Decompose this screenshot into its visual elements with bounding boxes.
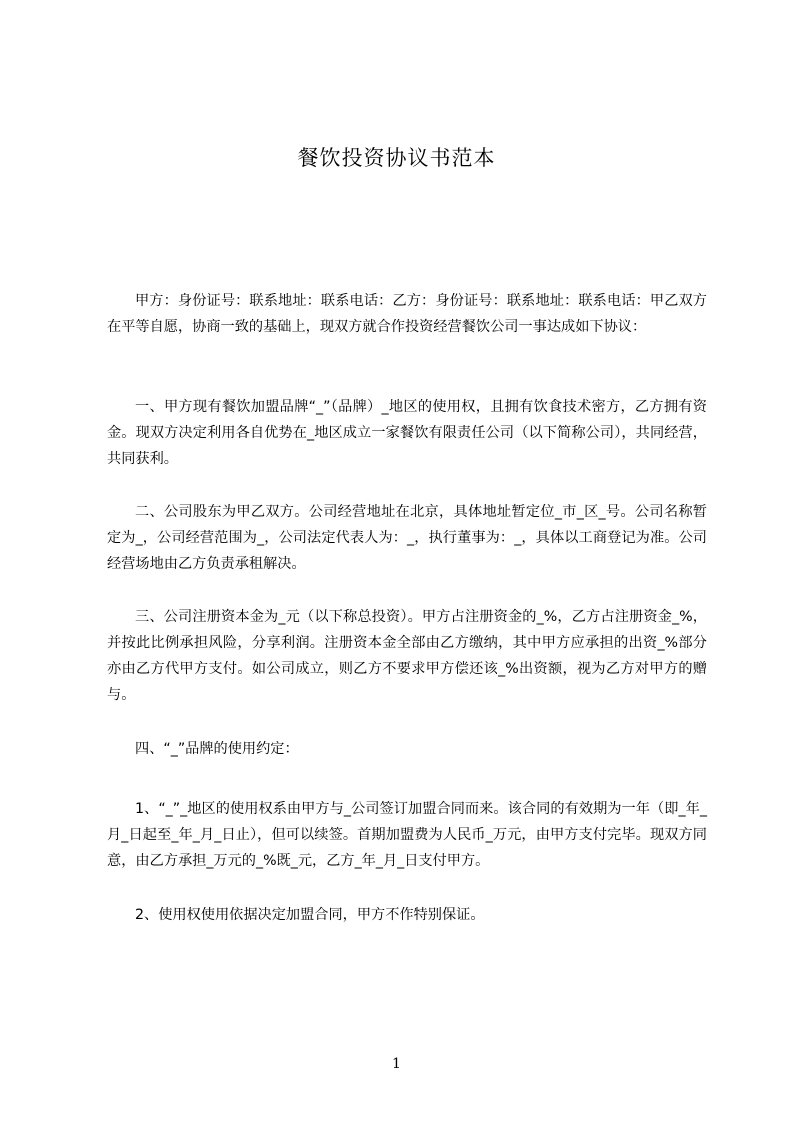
paragraph-clause-1: 一、甲方现有餐饮加盟品牌“_”（品牌）_地区的使用权，且拥有饮食技术密方，乙方拥有资金。现双方决定利用各自优势在_地区成立一家餐饮有限责任公司（以下简称公司），共同经营，共同获利。 [107, 399, 707, 467]
document-title: 餐饮投资协议书范本 [297, 146, 496, 170]
paragraph-clause-2: 二、公司股东为甲乙双方。公司经营地址在北京，具体地址暂定位_市_区_号。公司名称暂定为_，公司经营范围为_，公司法定代表人为：_，执行董事为：_，具体以工商登记为准。公司经营场地由乙方负责承租解决。 [107, 504, 707, 572]
paragraph-clause-4-heading: 四、“_”品牌的使用约定： [135, 741, 299, 757]
paragraph-parties: 甲方：身份证号：联系地址：联系电话：乙方：身份证号：联系地址：联系电话：甲乙双方在平等自愿，协商一致的基础上，现双方就合作投资经营餐饮公司一事达成如下协议： [107, 293, 707, 335]
paragraph-clause-3: 三、公司注册资本金为_元（以下称总投资）。甲方占注册资金的_%，乙方占注册资金_%，并按此比例承担风险，分享利润。注册资本金全部由乙方缴纳，其中甲方应承担的出资_%部分亦由乙方代甲方支付。如公司成立，则乙方不要求甲方偿还该_%出资额，视为乙方对甲方的赠与。 [107, 609, 707, 703]
page-number: 1 [392, 1056, 401, 1072]
paragraph-clause-4-1: 1、“_”_地区的使用权系由甲方与_公司签订加盟合同而来。该合同的有效期为一年（即_年_月_日起至_年_月_日止），但可以续签。首期加盟费为人民币_万元，由甲方支付完毕。现双方同意，由乙方承担_万元的_%既_元，乙方_年_月_日支付甲方。 [107, 801, 707, 869]
paragraph-clause-4-2: 2、使用权使用依据决定加盟合同，甲方不作特别保证。 [135, 907, 485, 923]
